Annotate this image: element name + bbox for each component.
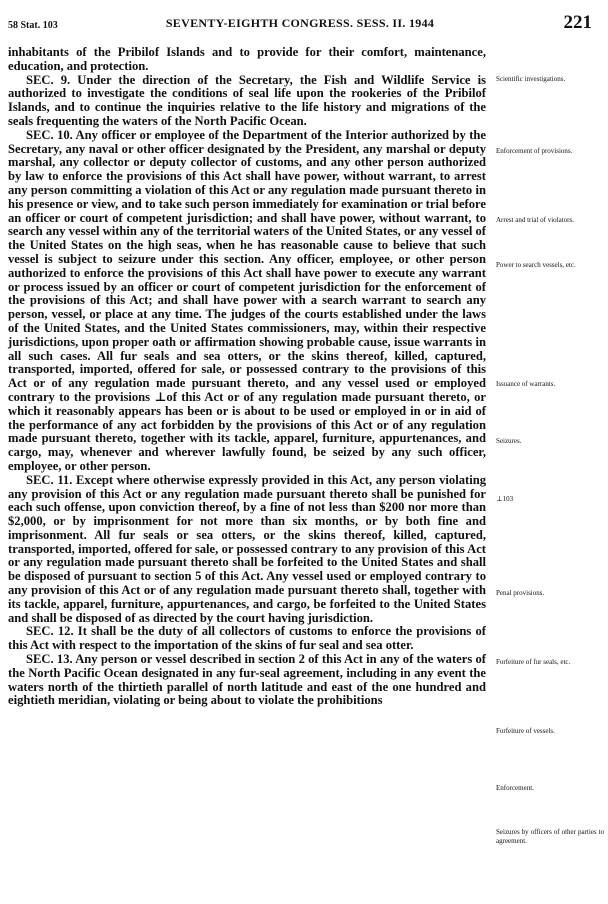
paragraph-sec-13: SEC. 13. Any person or vessel described in section 2 of this Act in any of the waters of the North Pacific Ocean designated in any fur-seal agreement, including in any event the waters north of the thirtieth parallel of north latitude and east of the one hundred and eightieth meridian, violating or being about to violate the prohibitions — [8, 652, 486, 708]
margin-note-enforcement: Enforcement. — [496, 784, 534, 792]
margin-note-page-marker: ⊥103 — [496, 495, 514, 503]
paragraph-sec-12: SEC. 12. It shall be the duty of all collectors of customs to enforce the provisions of this Act with respect to the importation of the skins of fur seal and sea otter. — [8, 624, 486, 653]
margin-note-forfeiture-vessels: Forfeiture of vessels. — [496, 727, 555, 735]
margin-note-arrest: Arrest and trial of violators. — [496, 216, 574, 224]
margin-note-penal: Penal provisions. — [496, 589, 545, 597]
margin-note-seizures-other-parties: Seizures by officers of other parties to agreement. — [496, 828, 604, 845]
statute-citation: 58 Stat. 103 — [8, 20, 58, 31]
margin-note-enforcement-provisions: Enforcement of provisions. — [496, 147, 573, 155]
margin-note-warrants: Issuance of warrants. — [496, 380, 556, 388]
statute-text — [8, 46, 486, 708]
paragraph-sec-10: SEC. 10. Any officer or employee of the Department of the Interior authorized by the Secretary, any naval or other officer designated by the President, any marshal or deputy marshal, any collector or deputy collector of customs, and any other person authorized by law to enforce the provisions of this Act shall have power, without warrant, to arrest any person committing a violation of this Act or any regulation made pursuant thereto in his presence or view, and to take such person immediately for examination or trial before an officer or court of competent jurisdiction; and shall have power, without warrant, to search any vessel within any of the territorial waters of the United States, or any vessel of the United States on the high seas, when he has reasonable cause to believe that such vessel is subject to seizure under this section. Any officer, employee, or other person authorized to enforce the provisions of this Act shall have power to execute any warrant or process issued by an officer or court of competent jurisdiction for the enforcement of the provisions of this Act; and shall have power with a search warrant to search any person, vessel, or place at any time. The judges of the courts established under the laws of the United States, and the United States commissioners, may, within their respective jurisdictions, upon proper oath or affirmation showing probable cause, issue warrants in all such cases. All fur seals and sea otters, or the skins thereof, killed, captured, transported, imported, offered for sale, or possessed contrary to the provisions of this Act or of any regulation made pursuant thereto, and any vessel used or employed contrary to the provisions ⊥of this Act or of any regulation made pursuant thereto, or which it reasonably appears has been or is about to be used or employed in or in aid of the performance of any act forbidden by the provisions of this Act or of any regulation made pursuant thereto, together with its tackle, apparel, furniture, appurtenances, and cargo, may, whenever and wherever lawfully found, be seized by any such officer, employee, or other person. — [8, 127, 486, 473]
paragraph-continuation: inhabitants of the Pribilof Islands and to provide for their comfort, maintenance, education, and protection. — [8, 45, 486, 73]
page-number: 221 — [563, 12, 592, 33]
margin-note-seizures: Seizures. — [496, 437, 522, 445]
running-head: SEVENTY-EIGHTH CONGRESS. SESS. II. 1944 — [165, 16, 435, 30]
margin-note-forfeiture-seals: Forfeiture of fur seals, etc. — [496, 658, 571, 666]
paragraph-sec-9: SEC. 9. Under the direction of the Secretary, the Fish and Wildlife Service is authorized to investigate the conditions of seal life upon the rookeries of the Pribilof Islands, and to continue the inquiries relative to the life history and migrations of the seals frequenting the waters of the North Pacific Ocean. — [8, 72, 486, 128]
margin-note-scientific: Scientific investigations. — [496, 75, 566, 83]
margin-note-search: Power to search vessels, etc. — [496, 261, 576, 269]
page-header — [8, 12, 592, 36]
paragraph-sec-11: SEC. 11. Except where otherwise expressly provided in this Act, any person violating any provision of this Act or any regulation made pursuant thereto shall be punished for each such offense, upon conviction thereof, by a fine of not less than $200 nor more than $2,000, or by imprisonment for not more than six months, or by both fine and imprisonment. All fur seals or sea otters, or the skins thereof, killed, captured, transported, imported, offered for sale, or possessed contrary to any provision of this Act or any regulation made pursuant thereto shall be forfeited to the United States and shall be disposed of pursuant to section 5 of this Act. Any vessel used or employed contrary to any provision of this Act or of any regulation made pursuant thereto shall, together with its tackle, apparel, furniture, appurtenances, and cargo, be forfeited to the United States and shall be disposed of as directed by the court having jurisdiction. — [8, 472, 486, 625]
